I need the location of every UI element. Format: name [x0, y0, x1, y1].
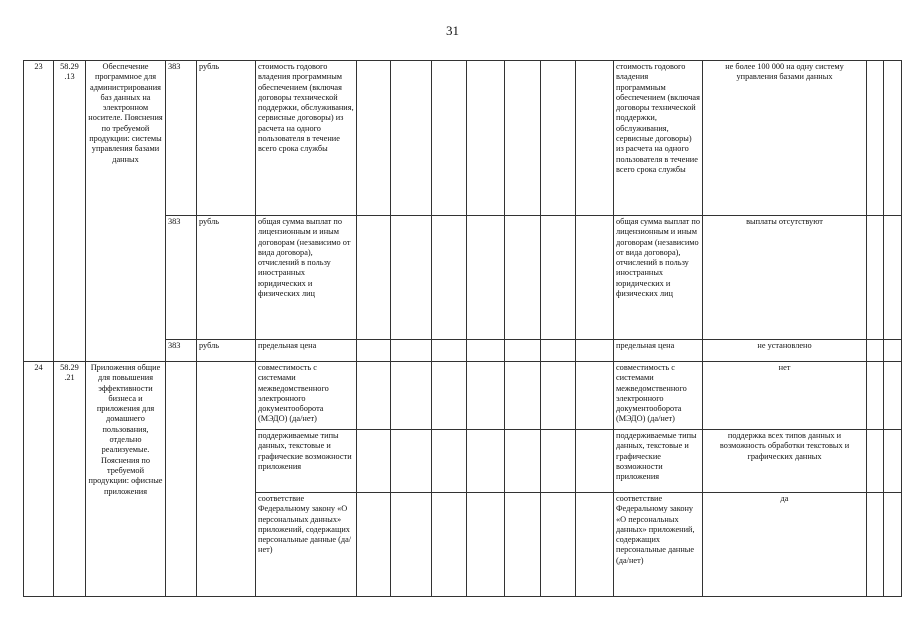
empty-cell: [432, 216, 467, 340]
okpd2-code: 58.29 .13: [54, 61, 86, 362]
empty-cell: [391, 430, 432, 493]
empty-cell: [867, 362, 884, 430]
product-name: Приложения общие для повышения эффективности бизнеса и приложения для домашнего пользования, отдельно реализуемые. Пояснения по требуемой продукции: офисные приложения: [86, 362, 166, 597]
empty-cell: [884, 61, 902, 216]
empty-cell: [867, 493, 884, 597]
empty-cell: [505, 61, 541, 216]
empty-cell: [867, 216, 884, 340]
empty-cell: [467, 340, 505, 362]
characteristic-approved: стоимость годового владения программным обеспечением (включая договоры технической поддержки, обслуживания, сервисные договоры) из расчета на одного пользователя в течение всего срока службы: [614, 61, 703, 216]
characteristic: совместимость с системами межведомственного электронного документооборота (МЭДО) (да/нет): [256, 362, 357, 430]
empty-cell: [432, 362, 467, 430]
empty-cell: [391, 493, 432, 597]
empty-cell: [467, 493, 505, 597]
empty-cell: [505, 493, 541, 597]
empty-cell: [541, 340, 576, 362]
row-number: 23: [24, 61, 54, 362]
empty-cell: [505, 430, 541, 493]
okpd2-code: 58.29 .21: [54, 362, 86, 597]
empty-cell: [576, 430, 614, 493]
empty-cell: [432, 430, 467, 493]
empty-cell: [884, 216, 902, 340]
empty-cell: [357, 61, 391, 216]
okei-code: 383: [166, 340, 197, 362]
empty-cell: [357, 216, 391, 340]
page-number: 31: [446, 23, 459, 38]
empty-cell: [391, 216, 432, 340]
characteristic-approved: предельная цена: [614, 340, 703, 362]
characteristic-value: да: [703, 493, 867, 597]
table-row: [24, 362, 902, 430]
characteristic-value: нет: [703, 362, 867, 430]
okei-code: 383: [166, 61, 197, 216]
empty-cell: [576, 362, 614, 430]
row-number: 24: [24, 362, 54, 597]
characteristic: предельная цена: [256, 340, 357, 362]
characteristic-approved: совместимость с системами межведомственного электронного документооборота (МЭДО) (да/нет): [614, 362, 703, 430]
empty-cell: [576, 61, 614, 216]
empty-cell: [884, 430, 902, 493]
characteristic: поддерживаемые типы данных, текстовые и графические возможности приложения: [256, 430, 357, 493]
empty-cell: [867, 61, 884, 216]
characteristic-value: не более 100 000 на одну систему управления базами данных: [703, 61, 867, 216]
empty-cell: [884, 493, 902, 597]
empty-cell: [576, 493, 614, 597]
characteristic-approved: общая сумма выплат по лицензионным и иным договорам (независимо от вида договора), отчислений в пользу иностранных юридических и физических лиц: [614, 216, 703, 340]
empty-cell: [357, 340, 391, 362]
characteristic-value: выплаты отсутствуют: [703, 216, 867, 340]
table-row: [24, 61, 902, 216]
okei-code: [166, 362, 197, 597]
empty-cell: [541, 61, 576, 216]
requirements-table: [23, 60, 902, 597]
empty-cell: [884, 362, 902, 430]
empty-cell: [541, 362, 576, 430]
unit-name: рубль: [197, 216, 256, 340]
empty-cell: [432, 61, 467, 216]
okei-code: 383: [166, 216, 197, 340]
unit-name: [197, 362, 256, 597]
empty-cell: [432, 340, 467, 362]
empty-cell: [541, 216, 576, 340]
empty-cell: [867, 430, 884, 493]
empty-cell: [357, 362, 391, 430]
empty-cell: [357, 430, 391, 493]
characteristic-value: не установлено: [703, 340, 867, 362]
empty-cell: [576, 340, 614, 362]
characteristic-value: поддержка всех типов данных и возможность обработки текстовых и графических данных: [703, 430, 867, 493]
empty-cell: [391, 61, 432, 216]
empty-cell: [467, 430, 505, 493]
empty-cell: [541, 430, 576, 493]
characteristic: соответствие Федеральному закону «О персональных данных» приложений, содержащих персональные данные (да/нет): [256, 493, 357, 597]
empty-cell: [357, 493, 391, 597]
empty-cell: [391, 362, 432, 430]
characteristic: стоимость годового владения программным обеспечением (включая договоры технической поддержки, обслуживания, сервисные договоры) из расчета на одного пользователя в течение всего срока службы: [256, 61, 357, 216]
characteristic-approved: соответствие Федеральному закону «О персональных данных» приложений, содержащих персональные данные (да/нет): [614, 493, 703, 597]
characteristic: общая сумма выплат по лицензионным и иным договорам (независимо от вида договора), отчислений в пользу иностранных юридических и физических лиц: [256, 216, 357, 340]
empty-cell: [867, 340, 884, 362]
empty-cell: [884, 340, 902, 362]
unit-name: рубль: [197, 61, 256, 216]
empty-cell: [432, 493, 467, 597]
empty-cell: [576, 216, 614, 340]
unit-name: рубль: [197, 340, 256, 362]
empty-cell: [467, 362, 505, 430]
empty-cell: [505, 216, 541, 340]
empty-cell: [541, 493, 576, 597]
empty-cell: [505, 362, 541, 430]
characteristic-approved: поддерживаемые типы данных, текстовые и графические возможности приложения: [614, 430, 703, 493]
product-name: Обеспечение программное для администрирования баз данных на электронном носителе. Пояснения по требуемой продукции: системы управления базами данных: [86, 61, 166, 362]
empty-cell: [505, 340, 541, 362]
empty-cell: [391, 340, 432, 362]
empty-cell: [467, 61, 505, 216]
empty-cell: [467, 216, 505, 340]
